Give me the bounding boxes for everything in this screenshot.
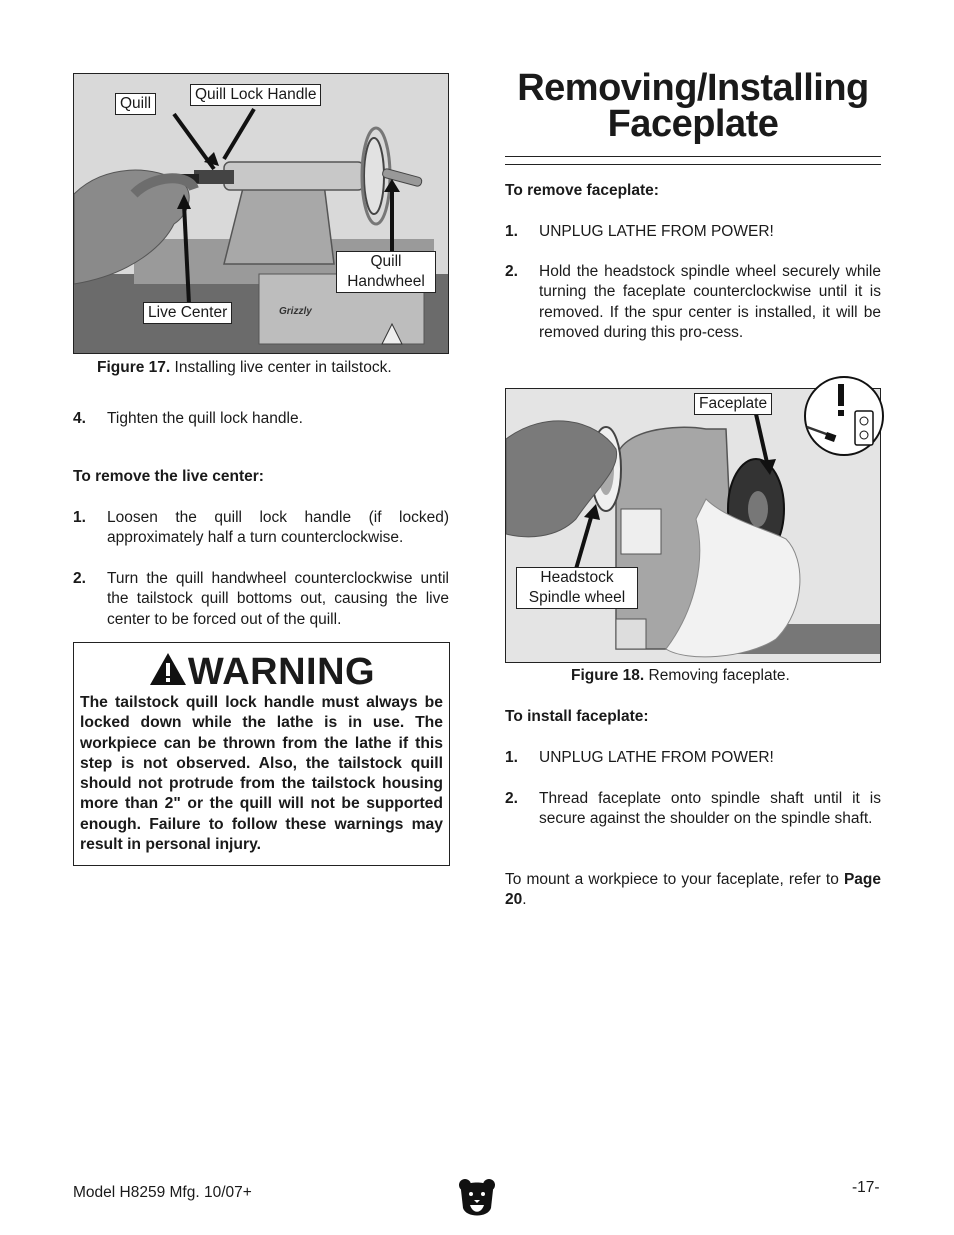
unplug-warning-icon xyxy=(803,375,885,457)
remove-faceplate-heading: To remove faceplate: xyxy=(505,182,659,199)
warning-text: The tailstock quill lock handle must always be locked down while the lathe is in use. The workpiece can be thrown from the lathe if this step is not observed. Also, the tailstock quill should not protrude from the tailstock housing more than 2" or the quill will not be supported enough. Failure to follow these warnings may result in personal injury. xyxy=(80,694,443,854)
title-rule-top xyxy=(505,156,881,157)
lathe-tailstock-illustration xyxy=(74,74,448,353)
live-center-step-2: 2. Turn the quill handwheel counterclockwise until the tailstock quill bottoms out, causing the live center to be forced out of the quill. xyxy=(73,570,449,628)
footer-page-number: -17- xyxy=(852,1179,880,1196)
faceplate-remove-step-2: 2. Hold the headstock spindle wheel securely while turning the faceplate counterclockwise until it is removed. If the spur center is installed, it will be removed during this pro-cess. xyxy=(505,263,881,341)
faceplate-remove-step-1: 1. UNPLUG LATHE FROM POWER! xyxy=(505,223,774,240)
warning-box xyxy=(73,642,450,866)
callout-quill-handwheel: Quill Handwheel xyxy=(336,251,436,293)
callout-live-center: Live Center xyxy=(143,302,232,324)
footer-model: Model H8259 Mfg. 10/07+ xyxy=(73,1184,252,1201)
step-4: 4. Tighten the quill lock handle. xyxy=(73,410,303,427)
figure-18-caption: Figure 18. Removing faceplate. xyxy=(571,667,790,684)
page-20-link[interactable]: Page 20 xyxy=(505,871,881,909)
svg-text:Grizzly: Grizzly xyxy=(279,306,312,317)
title-rule-bottom xyxy=(505,164,881,165)
warning-triangle-icon xyxy=(148,651,188,687)
live-center-step-1: 1. Loosen the quill lock handle (if locked) approximately half a turn counterclockwise. xyxy=(73,509,449,547)
page-title: Removing/Installing Faceplate xyxy=(517,67,869,145)
remove-live-center-heading: To remove the live center: xyxy=(73,468,264,485)
callout-faceplate: Faceplate xyxy=(694,393,772,415)
grizzly-bear-logo xyxy=(458,1178,496,1222)
callout-quill: Quill xyxy=(115,93,156,115)
callout-quill-lock-handle: Quill Lock Handle xyxy=(190,84,321,106)
figure-17-caption: Figure 17. Installing live center in tailstock. xyxy=(97,359,392,376)
install-faceplate-heading: To install faceplate: xyxy=(505,708,649,725)
callout-headstock-spindle-wheel: Headstock Spindle wheel xyxy=(516,567,638,609)
faceplate-install-step-1: 1. UNPLUG LATHE FROM POWER! xyxy=(505,749,774,766)
mount-workpiece-text: To mount a workpiece to your faceplate, refer to Page 20. xyxy=(505,871,881,909)
warning-heading: WARNING xyxy=(74,651,449,692)
faceplate-install-step-2: 2. Thread faceplate onto spindle shaft until it is secure against the shoulder on the spindle shaft. xyxy=(505,790,881,828)
figure-17-photo xyxy=(73,73,449,354)
